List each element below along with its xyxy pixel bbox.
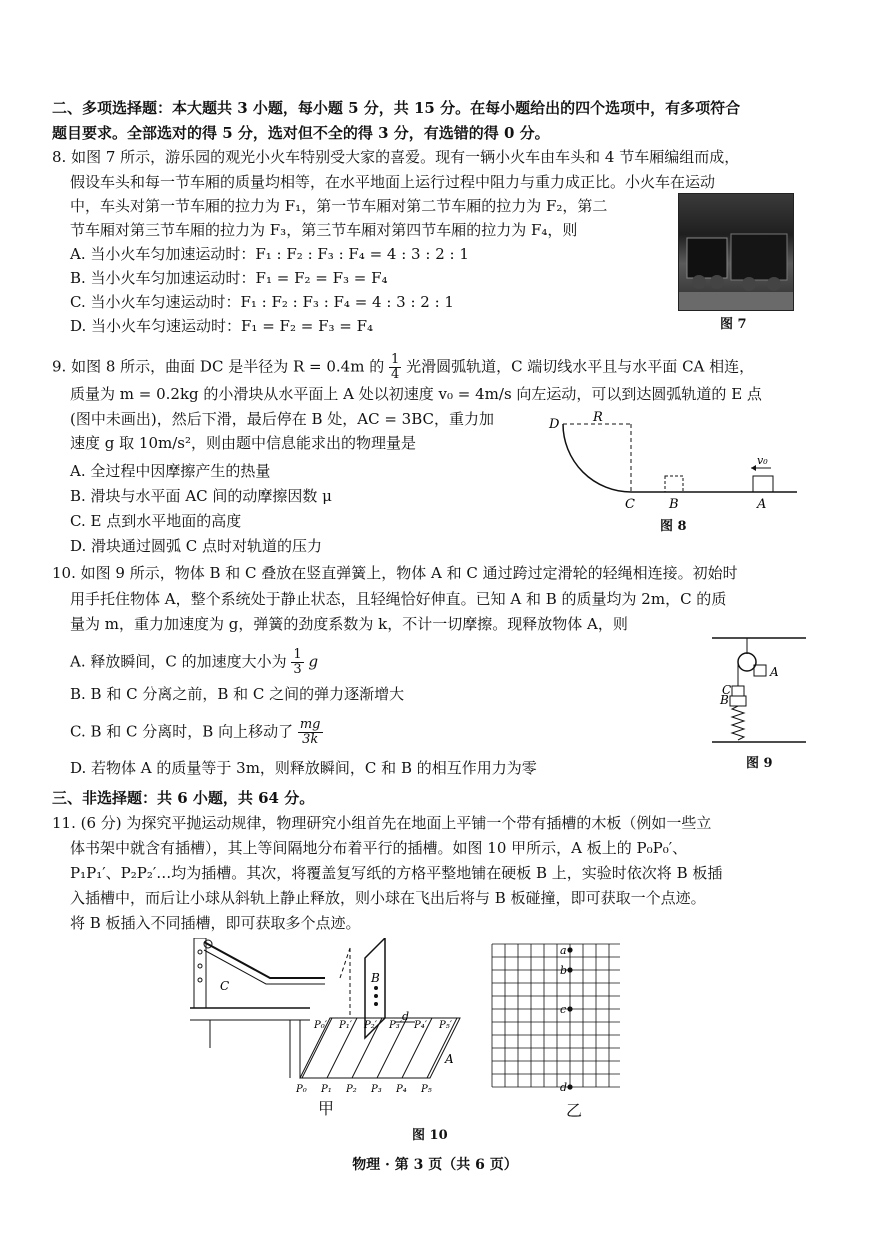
one-third-fraction <box>291 648 303 677</box>
train-photo <box>678 193 794 311</box>
label-b: B <box>669 497 679 512</box>
q11-line5: 将 B 板插入不同插槽，即可获取多个点迹。 <box>70 914 361 932</box>
spring <box>732 706 744 740</box>
fig10-sub-caption-yi: 乙 <box>566 1101 583 1120</box>
fig9-caption: 图 9 <box>746 756 773 771</box>
bottom-slot-label: P₅ <box>421 1084 432 1095</box>
q9-line3: (图中未画出)，然后下滑，最后停在 B 处，AC = 3BC，重力加 <box>70 410 495 428</box>
fig9-diagram <box>710 636 810 751</box>
bottom-slot-label: P₁ <box>321 1084 332 1095</box>
fig7-caption: 图 7 <box>720 317 747 332</box>
bottom-slot-label: P₃ <box>371 1084 382 1095</box>
q10-line1: 10. 如图 9 所示，物体 B 和 C 叠放在竖直弹簧上，物体 A 和 C 通过跨过定滑轮的轻绳相连接。初始时 <box>52 564 738 582</box>
top-slot-label: P₅′ <box>439 1020 453 1031</box>
q10-option-a-text: A. 释放瞬间，C 的加速度大小为 <box>70 652 287 671</box>
trace-point <box>567 1006 572 1011</box>
q11-line1: 11. (6 分) 为探究平抛运动规律，物理研究小组首先在地面上平铺一个带有插槽的木板（例如一些立 <box>52 814 712 832</box>
trace-point-label: a <box>560 944 567 957</box>
fig10-jia-svg <box>190 938 470 1098</box>
section2-header-line1: 二、多项选择题：本大题共 3 小题，每小题 5 分，共 15 分。在每小题给出的四个选项中，有多项符合 <box>52 99 741 117</box>
q10-option-b: B. B 和 C 分离之前，B 和 C 之间的弹力逐渐增大 <box>70 685 405 703</box>
q11-line4: 入插槽中，而后让小球从斜轨上静止释放，则小球在飞出后将与 B 板碰撞，即可获取一个点迹。 <box>70 889 706 907</box>
q9-line4: 速度 g 取 10m/s²，则由题中信息能求出的物理量是 <box>70 434 416 452</box>
one-third-denominator: 3 <box>293 662 302 677</box>
block-b9 <box>730 696 746 706</box>
label-b9: B <box>720 693 729 707</box>
trace-point <box>567 947 572 952</box>
bottom-slot-label: P₀ <box>296 1084 307 1095</box>
block-b <box>665 476 683 492</box>
arc-track <box>563 424 631 492</box>
section2-header-line2: 题目要求。全部选对的得 5 分，选对但不全的得 3 分，有选错的得 0 分。 <box>52 124 550 142</box>
label-c10: C <box>220 979 230 993</box>
q9-line1-start: 9. 如图 8 所示，曲面 DC 是半径为 R = 0.4m 的 <box>52 357 385 376</box>
q10-line3: 量为 m，重力加速度为 g，弹簧的劲度系数为 k，不计一切摩擦。现释放物体 A，则 <box>70 615 628 633</box>
block-a9 <box>754 665 766 676</box>
fig10-caption: 图 10 <box>412 1128 448 1143</box>
label-v0: v₀ <box>757 454 768 467</box>
q8-line3: 中，车头对第一节车厢的拉力为 F₁，第一节车厢对第二节车厢的拉力为 F₂，第二 <box>70 197 608 215</box>
train-photo-shapes <box>679 194 793 310</box>
one-third-numerator: 1 <box>293 647 302 662</box>
bottom-slot-label: P₄ <box>396 1084 407 1095</box>
label-a10: A <box>445 1052 454 1066</box>
label-a: A <box>757 497 767 512</box>
block-c9 <box>732 686 744 696</box>
q11-line3: P₁P₁′、P₂P₂′…均为插槽。其次，将覆盖复写纸的方格平整地铺在硬板 B 上，实验时依次将 B 板插 <box>70 864 723 882</box>
fig8-svg <box>545 408 805 520</box>
q9-option-b: B. 滑块与水平面 AC 间的动摩擦因数 μ <box>70 487 332 505</box>
velocity-arrowhead <box>751 465 756 471</box>
q9-option-a: A. 全过程中因摩擦产生的热量 <box>70 462 271 480</box>
q9-line2: 质量为 m = 0.2kg 的小滑块从水平面上 A 处以初速度 v₀ = 4m/s 向左运动，可以到达圆弧轨道的 E 点 <box>70 385 762 403</box>
q10-line2: 用手托住物体 A，整个系统处于静止状态，且轻绳恰好伸直。已知 A 和 B 的质量均为 2m，C 的质 <box>70 590 727 608</box>
top-slot-label: P₄′ <box>414 1020 428 1031</box>
q9-line1-end: 光滑圆弧轨道，C 端切线水平且与水平面 CA 相连， <box>406 357 755 376</box>
q9-line1 <box>52 353 754 382</box>
fig10-yi <box>490 942 620 1092</box>
mg-over-3k-fraction <box>298 718 323 747</box>
fig10-jia <box>190 938 470 1098</box>
label-b10: B <box>371 971 380 985</box>
quarter-denominator: 4 <box>391 367 400 382</box>
ramp-stand <box>194 938 206 1008</box>
q8-option-d: D. 当小火车匀速运动时：F₁ = F₂ = F₃ = F₄ <box>70 317 374 335</box>
q8-option-c: C. 当小火车匀速运动时：F₁ : F₂ : F₃ : F₄ = 4 : 3 : 2 : 1 <box>70 293 454 311</box>
q9-option-d: D. 滑块通过圆弧 C 点时对轨道的压力 <box>70 537 323 555</box>
label-d: D <box>549 417 560 432</box>
q8-line2: 假设车头和每一节车厢的质量均相等，在水平地面上运行过程中阻力与重力成正比。小火车在运动 <box>70 173 716 191</box>
3k-denominator: 3k <box>302 732 319 747</box>
page-footer: 物理 · 第 3 页（共 6 页） <box>352 1157 518 1173</box>
top-slot-label: P₃′ <box>389 1020 403 1031</box>
trace-point <box>567 1084 572 1089</box>
fig8-caption: 图 8 <box>660 519 687 534</box>
label-d10: d <box>402 1010 410 1023</box>
quarter-numerator: 1 <box>391 352 400 367</box>
trace-point-label: d <box>560 1081 568 1092</box>
q11-line2: 体书架中就含有插槽），其上等间隔地分布着平行的插槽。如图 10 甲所示，A 板上的 P₀P₀′、 <box>70 839 688 857</box>
top-slot-label: P₂′ <box>364 1020 378 1031</box>
pulley <box>738 653 756 671</box>
trace-point <box>567 967 572 972</box>
q10-option-d: D. 若物体 A 的质量等于 3m，则释放瞬间，C 和 B 的相互作用力为零 <box>70 759 537 777</box>
q10-option-a-unit: g <box>308 652 319 671</box>
fig10-sub-caption-jia: 甲 <box>318 1099 335 1118</box>
grid-svg <box>490 942 620 1092</box>
q9-option-c: C. E 点到水平地面的高度 <box>70 512 242 530</box>
q8-line4: 节车厢对第三节车厢的拉力为 F₃，第三节车厢对第四节车厢的拉力为 F₄，则 <box>70 221 578 239</box>
top-slot-labels <box>313 1020 453 1031</box>
label-r: R <box>593 410 603 425</box>
trace-point-label: c <box>560 1003 567 1016</box>
mg-numerator: mg <box>299 717 321 732</box>
fig8-diagram <box>545 408 805 520</box>
bottom-slot-labels <box>295 1084 432 1095</box>
quarter-fraction <box>389 353 401 382</box>
q10-option-c-text: C. B 和 C 分离时，B 向上移动了 <box>70 722 294 741</box>
trace-point-label: b <box>560 964 568 977</box>
block-a <box>753 476 773 492</box>
bottom-slot-label: P₂ <box>346 1084 357 1095</box>
top-slot-label: P₁′ <box>339 1020 353 1031</box>
fig9-svg <box>710 636 810 751</box>
q8-option-a: A. 当小火车匀加速运动时：F₁ : F₂ : F₃ : F₄ = 4 : 3 : 2 : 1 <box>70 245 469 263</box>
q10-option-a <box>70 648 318 677</box>
q10-option-c <box>70 718 323 747</box>
section3-header: 三、非选择题：共 6 小题，共 64 分。 <box>52 789 315 807</box>
label-c: C <box>625 497 635 512</box>
top-slot-label: P₀′ <box>314 1020 328 1031</box>
label-a9: A <box>770 665 779 679</box>
q8-line1: 8. 如图 7 所示，游乐园的观光小火车特别受大家的喜爱。现有一辆小火车由车头和 4 节车厢编组而成， <box>52 148 740 166</box>
label-c9: C <box>722 683 732 697</box>
q8-option-b: B. 当小火车匀加速运动时：F₁ = F₂ = F₃ = F₄ <box>70 269 388 287</box>
